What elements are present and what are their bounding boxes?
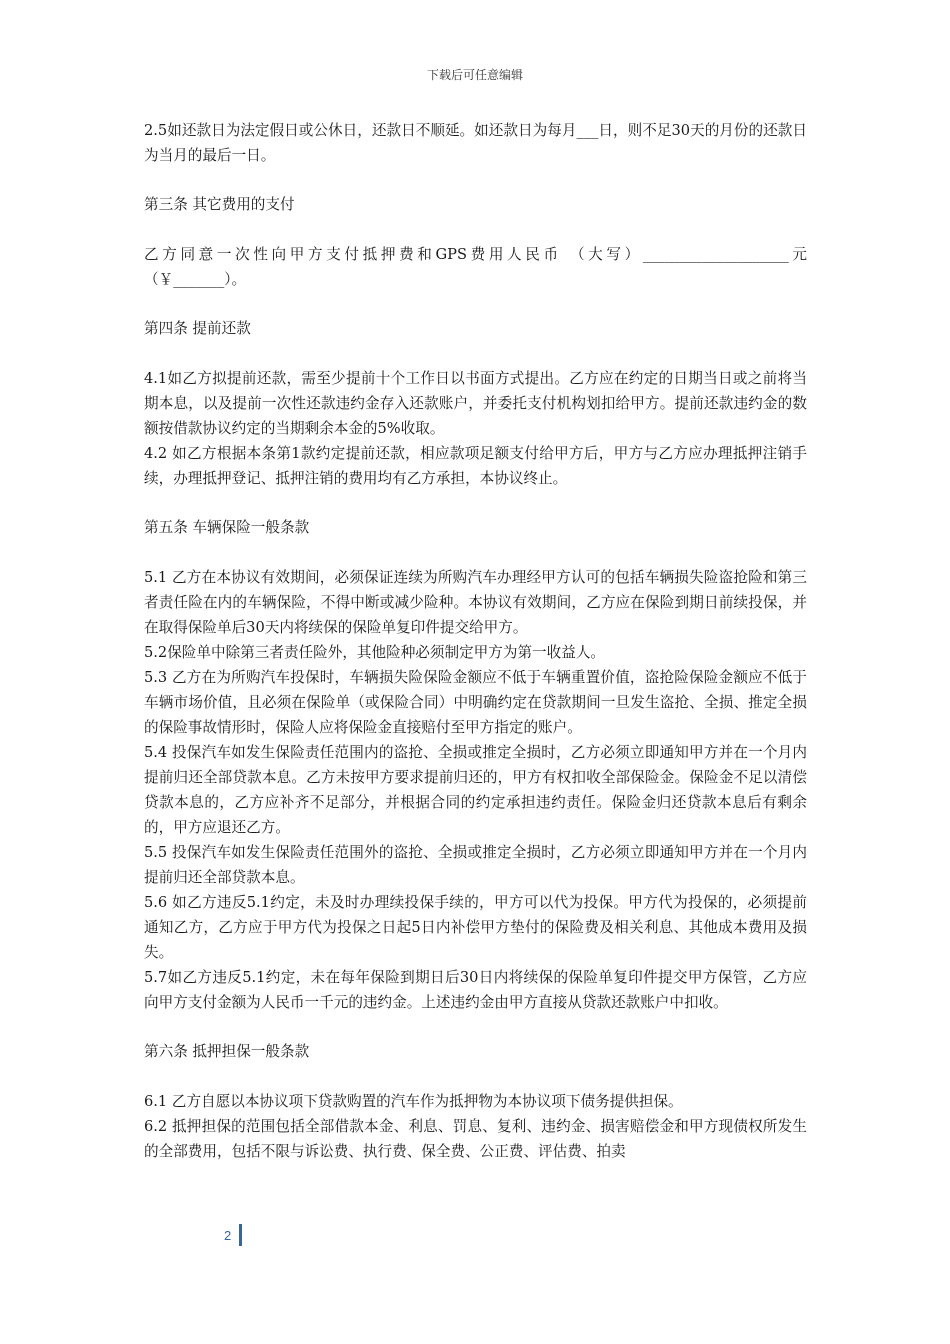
clause-5-7: 5.7如乙方违反5.1约定，未在每年保险到期日后30日内将续保的保险单复印件提交甲方保管，乙方应向甲方支付金额为人民币一千元的违约金。上述违约金由甲方直接从贷款还款账户中扣收。 bbox=[144, 969, 807, 1011]
clause-5-6: 5.6 如乙方违反5.1约定，未及时办理续投保手续的，甲方可以代为投保。甲方代为投保的，必须提前通知乙方，乙方应于甲方代为投保之日起5日内补偿甲方垫付的保险费及相关利息、其他成本费用及损失。 bbox=[144, 894, 807, 961]
clause-2-5: 2.5如还款日为法定假日或公休日，还款日不顺延。如还款日为每月___日，则不足30天的月份的还款日为当月的最后一日。 bbox=[144, 122, 807, 164]
section-heading-5: 第五条 车辆保险一般条款 bbox=[144, 519, 310, 536]
clause-5-2: 5.2保险单中除第三者责任险外，其他险种必须制定甲方为第一收益人。 bbox=[144, 644, 606, 661]
clause-4-2: 4.2 如乙方根据本条第1款约定提前还款，相应款项足额支付给甲方后，甲方与乙方应办理抵押注销手续，办理抵押登记、抵押注销的费用均有乙方承担，本协议终止。 bbox=[144, 445, 807, 487]
page-header: 下载后可任意编辑 bbox=[426, 68, 523, 82]
clause-5-3: 5.3 乙方在为所购汽车投保时，车辆损失险保险金额应不低于车辆重置价值，盗抢险保险金额应不低于车辆市场价值，且必须在保险单（或保险合同）中明确约定在贷款期间一旦发生盗抢、全损、推定全损的保险事故情形时，保险人应将保险金直接赔付至甲方指定的账户。 bbox=[144, 669, 807, 736]
clause-5-1: 5.1 乙方在本协议有效期间，必须保证连续为所购汽车办理经甲方认可的包括车辆损失险盗抢险和第三者责任险在内的车辆保险，不得中断或减少险种。本协议有效期间，乙方应在保险到期日前续投保，并在取得保险单后30天内将续保的保险单复印件提交给甲方。 bbox=[144, 569, 807, 636]
document-body bbox=[144, 118, 807, 1164]
clause-6-2: 6.2 抵押担保的范围包括全部借款本金、利息、罚息、复利、违约金、损害赔偿金和甲方现债权所发生的全部费用，包括不限与诉讼费、执行费、保全费、公正费、评估费、拍卖 bbox=[144, 1118, 807, 1160]
clause-5-4: 5.4 投保汽车如发生保险责任范围内的盗抢、全损或推定全损时，乙方必须立即通知甲方并在一个月内提前归还全部贷款本息。乙方未按甲方要求提前归还的，甲方有权扣收全部保险金。保险金不足以清偿贷款本息的，乙方应补齐不足部分，并根据合同的约定承担违约责任。保险金归还贷款本息后有剩余的，甲方应退还乙方。 bbox=[144, 744, 807, 836]
clause-5-5: 5.5 投保汽车如发生保险责任范围外的盗抢、全损或推定全损时，乙方必须立即通知甲方并在一个月内提前归还全部贷款本息。 bbox=[144, 844, 807, 886]
section-heading-3: 第三条 其它费用的支付 bbox=[144, 196, 295, 213]
page-footer bbox=[224, 1224, 242, 1246]
section-heading-6: 第六条 抵押担保一般条款 bbox=[144, 1043, 310, 1060]
section-heading-4: 第四条 提前还款 bbox=[144, 320, 251, 337]
clause-3-body: 乙方同意一次性向甲方支付抵押费和GPS费用人民币 （大写）____________________元（￥_______）。 bbox=[144, 246, 807, 288]
clause-6-1: 6.1 乙方自愿以本协议项下贷款购置的汽车作为抵押物为本协议项下债务提供担保。 bbox=[144, 1093, 683, 1110]
clause-4-1: 4.1如乙方拟提前还款，需至少提前十个工作日以书面方式提出。乙方应在约定的日期当日或之前将当期本息，以及提前一次性还款违约金存入还款账户，并委托支付机构划扣给甲方。提前还款违约金的数额按借款协议约定的当期剩余本金的5%收取。 bbox=[144, 370, 807, 437]
page-number: 2 bbox=[224, 1227, 232, 1243]
page-number-divider bbox=[239, 1224, 242, 1246]
